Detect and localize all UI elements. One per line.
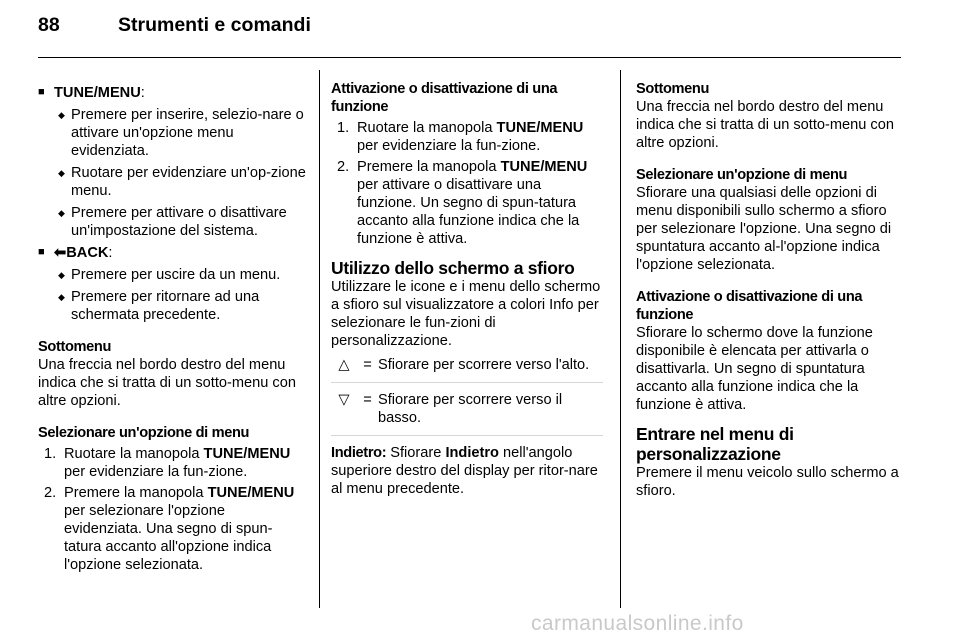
numbered-step: 2. Premere la manopola TUNE/MENU per selezionare l'opzione evidenziata. Una segno di spun-tatura accanto all'opzione indica l'opzione selezionata. [44, 485, 295, 573]
symbol-row: △ = Sfiorare per scorrere verso l'alto. [331, 356, 603, 374]
watermark: carmanualsonline.info [531, 612, 744, 635]
list-item: ◆ Premere per inserire, selezio-nare o attivare un'opzione menu evidenziata. [38, 106, 306, 160]
touchscreen-heading: Utilizzo dello schermo a sfioro [331, 258, 575, 278]
tune-menu-label: TUNE/MENU [54, 85, 141, 101]
scroll-up-icon: △ [338, 357, 350, 373]
list-item: ◆ Premere per ritornare ad una schermata precedente. [38, 288, 306, 324]
personalization-heading: Entrare nel menu di personalizzazione [636, 424, 794, 464]
back-label: BACK [66, 245, 109, 261]
tune-menu-bullet: ■ TUNE/MENU: [38, 84, 306, 102]
numbered-step: 2. Premere la manopola TUNE/MENU per attivare o disattivare una funzione. Un segno di spun-tatura accanto alla funzione indica che la funzione è attiva. [337, 159, 588, 247]
list-item: ◆ Ruotare per evidenziare un'op-zione menu. [38, 164, 306, 200]
divider [331, 435, 603, 436]
header-rule [38, 57, 901, 58]
list-item: ◆ Premere per attivare o disattivare un'impostazione del sistema. [38, 204, 306, 240]
divider [331, 382, 603, 383]
submenu-heading: Sottomenu [38, 339, 112, 355]
column-middle [331, 80, 603, 498]
symbol-row: ▽ = Sfiorare per scorrere verso il basso. [331, 391, 603, 427]
submenu-text: Una freccia nel bordo destro del menu indica che si tratta di un sotto-menu con altre opzioni. [38, 357, 296, 409]
column-left [38, 80, 306, 574]
page-header [38, 14, 311, 37]
select-option-heading: Selezionare un'opzione di menu [636, 167, 848, 183]
activation-heading: Attivazione o disattivazione di una funzione [331, 81, 558, 115]
numbered-step: 1. Ruotare la manopola TUNE/MENU per evidenziare la fun-zione. [44, 446, 291, 480]
submenu-text: Una freccia nel bordo destro del menu indica che si tratta di un sotto-menu con altre opzioni. [636, 99, 894, 151]
activation-text: Sfiorare lo schermo dove la funzione disponibile è elencata per attivarla o disattivarla. Un segno di spuntatura accanto alla funzione indica che la funzione è attiva. [636, 325, 873, 413]
numbered-step: 1. Ruotare la manopola TUNE/MENU per evidenziare la fun-zione. [337, 120, 584, 154]
select-option-text: Sfiorare una qualsiasi delle opzioni di menu disponibili sullo schermo a sfioro per selezionare l'opzione. Una segno di spuntatura accanto al-l'opzione indica l'opzione selezionata. [636, 185, 892, 273]
select-option-heading: Selezionare un'opzione di menu [38, 425, 250, 441]
column-divider-left [319, 70, 320, 608]
scroll-down-icon: ▽ [338, 392, 350, 408]
personalization-text: Premere il menu veicolo sullo schermo a sfioro. [636, 465, 899, 499]
back-arrow-icon: ⬅︎ [54, 245, 67, 261]
page-title: Strumenti e comandi [118, 14, 311, 36]
column-divider-right [620, 70, 621, 608]
column-right [636, 80, 904, 500]
back-paragraph: Indietro: Sfiorare Indietro nell'angolo superiore destro del display per ritor-nare al menu precedente. [331, 445, 598, 497]
activation-heading: Attivazione o disattivazione di una funzione [636, 289, 863, 323]
back-bullet: ■ ⬅︎BACK: [38, 244, 306, 262]
submenu-heading: Sottomenu [636, 81, 710, 97]
list-item: ◆ Premere per uscire da un menu. [38, 266, 306, 284]
touchscreen-text: Utilizzare le icone e i menu dello schermo a sfioro sul visualizzatore a colori Info per selezionare le fun-zioni di personalizzazione. [331, 279, 601, 349]
page-number: 88 [38, 14, 60, 36]
